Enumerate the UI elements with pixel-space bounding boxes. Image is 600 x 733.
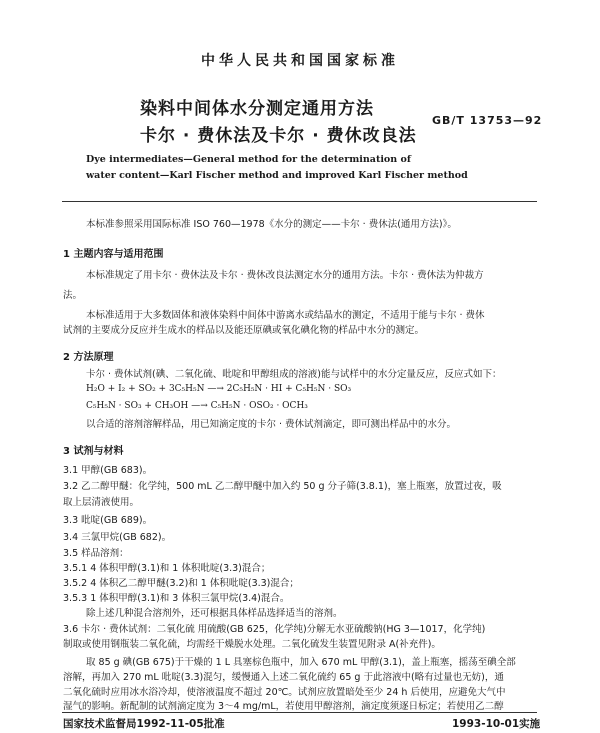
- english-title-line2: water content—Karl Fischer method and improved Karl Fischer method: [86, 170, 468, 181]
- item-3-2-line2: 取上层清液使用。: [63, 497, 140, 508]
- section2-heading: 2 方法原理: [63, 352, 114, 363]
- item-3-5-1: 3.5.1 4 体积甲醇(3.1)和 1 体积吡啶(3.3)混合；: [63, 563, 271, 574]
- standard-number: GB/T 13753—92: [432, 114, 543, 127]
- reaction-formula-2: C₅H₅N · SO₃ + CH₃OH —→ C₅H₅N · OSO₂ · OCH₃: [86, 401, 308, 411]
- header-divider: [62, 201, 537, 202]
- item-3-5-2: 3.5.2 4 体积乙二醇甲醚(3.2)和 1 体积吡啶(3.3)混合；: [63, 578, 299, 589]
- item-3-5: 3.5 样品溶剂：: [63, 548, 129, 559]
- intro-paragraph: 本标准参照采用国际标准 ISO 760—1978《水分的测定——卡尔 · 费休法(通用方法)》。: [86, 219, 457, 230]
- section3-heading: 3 试剂与材料: [63, 446, 124, 457]
- item-3-6-line1: 3.6 卡尔 · 费休试剂：二氧化硫 用硫酸(GB 625，化学纯)分解无水亚硫酸钠(HG 3—1017，化学纯): [63, 624, 486, 635]
- item-3-1: 3.1 甲醇(GB 683)。: [63, 465, 153, 476]
- section1-p1-line2: 法。: [63, 290, 83, 301]
- approval-date: 国家技术监督局1992-11-05批准: [63, 718, 225, 730]
- chinese-title-line1: 染料中间体水分测定通用方法: [140, 99, 374, 119]
- item-3-2-line1: 3.2 乙二醇甲醚：化学纯，500 mL 乙二醇甲醚中加入约 50 g 分子筛(3.8.1)，塞上瓶塞，放置过夜，吸: [63, 481, 502, 492]
- item-3-6-p2-line1: 取 85 g 碘(GB 675)于干燥的 1 L 具塞棕色瓶中，加入 670 mL 甲醇(3.1)，盖上瓶塞，摇荡至碘全部: [86, 657, 516, 668]
- national-standard-label: 中华人民共和国国家标准: [201, 53, 399, 69]
- item-3-6-line2: 制取或使用钢瓶装二氧化硫，均需经干燥脱水处理。二氧化硫发生装置见附录 A(补充件)。: [63, 639, 441, 650]
- section2-p2: 以合适的溶剂溶解样品，用已知滴定度的卡尔 · 费休试剂滴定，即可测出样品中的水分。: [86, 419, 457, 430]
- chinese-title-line2: 卡尔 · 费休法及卡尔 · 费休改良法: [140, 126, 417, 146]
- item-3-5-3: 3.5.3 1 体积甲醇(3.1)和 3 体积三氯甲烷(3.4)混合。: [63, 593, 290, 604]
- implementation-date: 1993-10-01实施: [452, 718, 541, 730]
- footer-divider: [62, 712, 537, 713]
- item-3-6-p2-line3: 二氧化硫时应用冰水浴冷却，使溶液温度不超过 20℃。试剂应放置暗处至少 24 h 后使用，应避免大气中: [63, 687, 506, 698]
- item-3-6-p2-line4: 湿气的影响。新配制的试剂滴定度为 3～4 mg/mL，若使用甲醇溶剂，滴定度须逐日标定；若使用乙二醇: [63, 701, 504, 712]
- section1-p2-line1: 本标准适用于大多数固体和液体染料中间体中游离水或结晶水的测定，不适用于能与卡尔 · 费休: [86, 310, 485, 321]
- english-title-line1: Dye intermediates—General method for the determination of: [86, 154, 411, 165]
- section1-heading: 1 主题内容与适用范围: [63, 249, 164, 260]
- item-3-6-p2-line2: 溶解，再加入 270 mL 吡啶(3.3)混匀，缓慢通入上述二氧化硫约 65 g 于此溶液中(略有过量也无妨)，通: [63, 672, 504, 683]
- section1-p1-line1: 本标准规定了用卡尔 · 费休法及卡尔 · 费休改良法测定水分的通用方法。卡尔 · 费休法为仲裁方: [86, 270, 484, 281]
- section1-p2-line2: 试剂的主要成分反应并生成水的样品以及能还原碘或氧化碘化物的样品中水分的测定。: [63, 325, 425, 336]
- item-3-4: 3.4 三氯甲烷(GB 682)。: [63, 532, 172, 543]
- item-3-3: 3.3 吡啶(GB 689)。: [63, 515, 153, 526]
- item-3-5-note: 除上述几种混合溶剂外，还可根据具体样品选择适当的溶剂。: [86, 608, 343, 619]
- reaction-formula-1: H₂O + I₂ + SO₂ + 3C₅H₅N —→ 2C₅H₅N · HI + C₅H₅N · SO₃: [86, 384, 352, 394]
- section2-p1: 卡尔 · 费休试剂(碘、二氧化硫、吡啶和甲醇组成的溶液)能与试样中的水分定量反应，反应式如下：: [86, 369, 502, 380]
